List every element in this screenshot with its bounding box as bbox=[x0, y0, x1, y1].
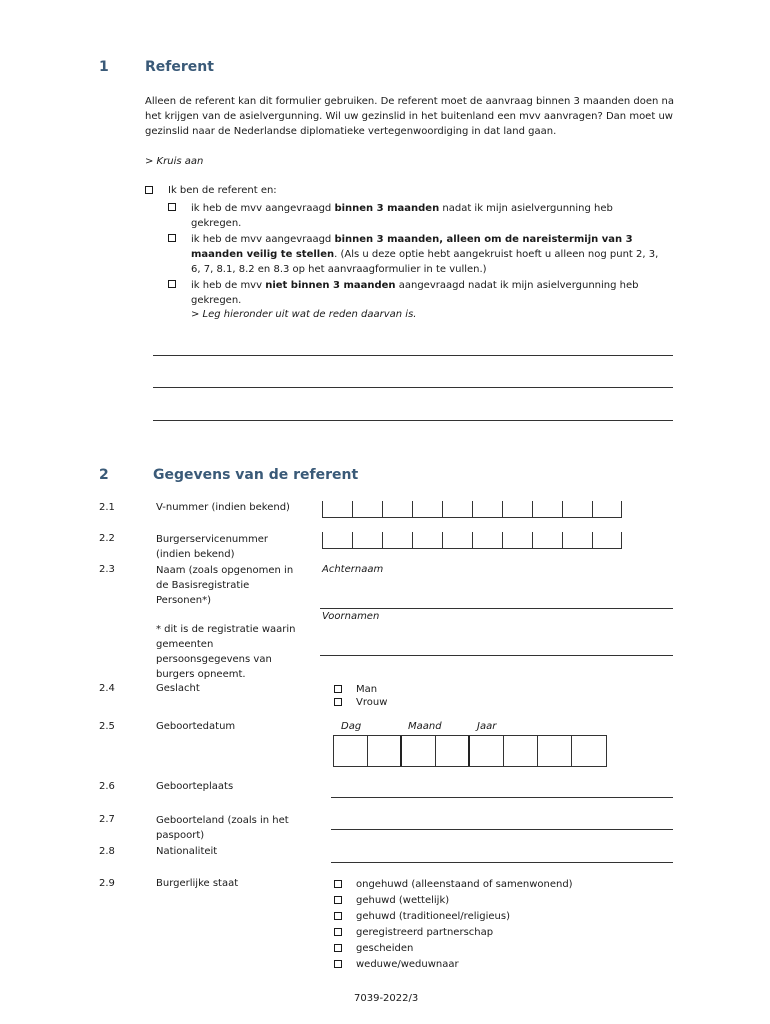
achternaam-label: Achternaam bbox=[322, 564, 384, 575]
voornamen-label: Voornamen bbox=[322, 611, 380, 622]
checkbox-option-2[interactable] bbox=[168, 234, 176, 242]
row-2-3-number: 2.3 bbox=[99, 564, 115, 575]
option-2-text-bold: binnen 3 maanden, alleen om de nareistermijn van 3 maanden veilig te stellen bbox=[191, 234, 633, 260]
row-2-8-label: Nationaliteit bbox=[156, 846, 218, 857]
option-3-text-bold: niet binnen 3 maanden bbox=[265, 280, 396, 291]
option-1-text bbox=[191, 201, 651, 231]
footer-form-code: 7039-2022/3 bbox=[354, 993, 419, 1004]
row-2-6-label: Geboorteplaats bbox=[156, 781, 234, 792]
checkbox-option-1[interactable] bbox=[168, 203, 176, 211]
row-2-9-number: 2.9 bbox=[99, 878, 115, 889]
checkbox-gescheiden[interactable] bbox=[334, 944, 342, 952]
bsn-boxes[interactable] bbox=[322, 532, 622, 549]
row-2-7-label: Geboorteland (zoals in het paspoort) bbox=[156, 815, 289, 841]
gender-option-vrouw: Vrouw bbox=[356, 697, 388, 708]
gender-option-man: Man bbox=[356, 684, 378, 695]
year-label: Jaar bbox=[477, 721, 497, 732]
row-2-5-label: Geboortedatum bbox=[156, 721, 236, 732]
option-1-text-a: ik heb de mvv aangevraagd bbox=[191, 203, 335, 214]
checkbox-weduwe[interactable] bbox=[334, 960, 342, 968]
checkbox-gehuwd-wettelijk[interactable] bbox=[334, 896, 342, 904]
birth-country-field[interactable] bbox=[331, 829, 673, 830]
row-2-1-label: V-nummer (indien bekend) bbox=[156, 502, 290, 513]
checkbox-gehuwd-traditioneel[interactable] bbox=[334, 912, 342, 920]
option-3-text-c: aangevraagd nadat ik mijn asielvergunning heb gekregen. bbox=[191, 280, 639, 306]
option-3-text bbox=[191, 278, 661, 308]
marital-option-partnerschap: geregistreerd partnerschap bbox=[356, 927, 494, 938]
checkbox-man[interactable] bbox=[334, 685, 342, 693]
reason-line-3[interactable] bbox=[153, 420, 673, 421]
day-label: Dag bbox=[341, 721, 362, 732]
row-2-2-label: Burgerservicenummer (indien bekend) bbox=[156, 534, 268, 560]
marital-option-weduwe: weduwe/weduwnaar bbox=[356, 959, 459, 970]
row-2-2-number: 2.2 bbox=[99, 533, 115, 544]
row-2-6-number: 2.6 bbox=[99, 781, 115, 792]
checkbox-vrouw[interactable] bbox=[334, 698, 342, 706]
birthplace-field[interactable] bbox=[331, 797, 673, 798]
month-label: Maand bbox=[408, 721, 442, 732]
checkbox-partnerschap[interactable] bbox=[334, 928, 342, 936]
section-1-title: Referent bbox=[145, 59, 214, 75]
option-2-text-a: ik heb de mvv aangevraagd bbox=[191, 234, 335, 245]
option-3-instruction: > Leg hieronder uit wat de reden daarvan is. bbox=[191, 309, 417, 320]
row-2-9-label: Burgerlijke staat bbox=[156, 878, 239, 889]
option-2-text-c: . (Als u deze optie hebt aangekruist hoeft u alleen nog punt 2, 3, 6, 7, 8.1, 8.2 en 8.3 op het aanvraagformulier in te vullen.) bbox=[191, 249, 659, 275]
checkbox-option-3[interactable] bbox=[168, 280, 176, 288]
row-2-4-label: Geslacht bbox=[156, 683, 200, 694]
row-2-1-number: 2.1 bbox=[99, 502, 115, 513]
marital-option-ongehuwd: ongehuwd (alleenstaand of samenwonend) bbox=[356, 879, 573, 890]
section-2-number: 2 bbox=[99, 467, 109, 483]
checkbox-referent[interactable] bbox=[145, 186, 153, 194]
row-2-7-number: 2.7 bbox=[99, 814, 115, 825]
option-2-text bbox=[191, 232, 661, 277]
reason-line-2[interactable] bbox=[153, 387, 673, 388]
section-1-intro: Alleen de referent kan dit formulier gebruiken. De referent moet de aanvraag binnen 3 maanden doen na het krijgen van de asielvergunning. Wil uw gezinslid in het buitenland een mvv aanvragen? Dan moet uw gezinslid naar de Nederlandse diplomatieke vertegenwoordiging in dat land gaan. bbox=[145, 96, 674, 137]
option-1-text-c: nadat ik mijn asielvergunning heb gekregen. bbox=[191, 203, 613, 229]
row-2-3-label: Naam (zoals opgenomen in de Basisregistratie Personen*) bbox=[156, 565, 294, 606]
instruction-kruis-aan: > Kruis aan bbox=[145, 156, 204, 167]
nationality-field[interactable] bbox=[331, 862, 673, 863]
row-2-4-number: 2.4 bbox=[99, 683, 115, 694]
section-2-title: Gegevens van de referent bbox=[153, 467, 359, 483]
option-1-text-bold: binnen 3 maanden bbox=[334, 203, 440, 214]
reason-line-1[interactable] bbox=[153, 355, 673, 356]
row-2-3-note: * dit is de registratie waarin gemeenten persoonsgegevens van burgers opneemt. bbox=[156, 624, 296, 680]
v-number-boxes[interactable] bbox=[322, 501, 622, 518]
voornamen-field[interactable] bbox=[320, 655, 673, 656]
marital-option-gehuwd-traditioneel: gehuwd (traditioneel/religieus) bbox=[356, 911, 511, 922]
main-option-label: Ik ben de referent en: bbox=[168, 185, 277, 196]
checkbox-ongehuwd[interactable] bbox=[334, 880, 342, 888]
marital-option-gehuwd-wettelijk: gehuwd (wettelijk) bbox=[356, 895, 450, 906]
option-3-text-a: ik heb de mvv bbox=[191, 280, 266, 291]
marital-option-gescheiden: gescheiden bbox=[356, 943, 414, 954]
row-2-8-number: 2.8 bbox=[99, 846, 115, 857]
row-2-5-number: 2.5 bbox=[99, 721, 115, 732]
achternaam-field[interactable] bbox=[320, 608, 673, 609]
birthdate-boxes[interactable] bbox=[333, 735, 607, 767]
section-1-number: 1 bbox=[99, 59, 109, 75]
